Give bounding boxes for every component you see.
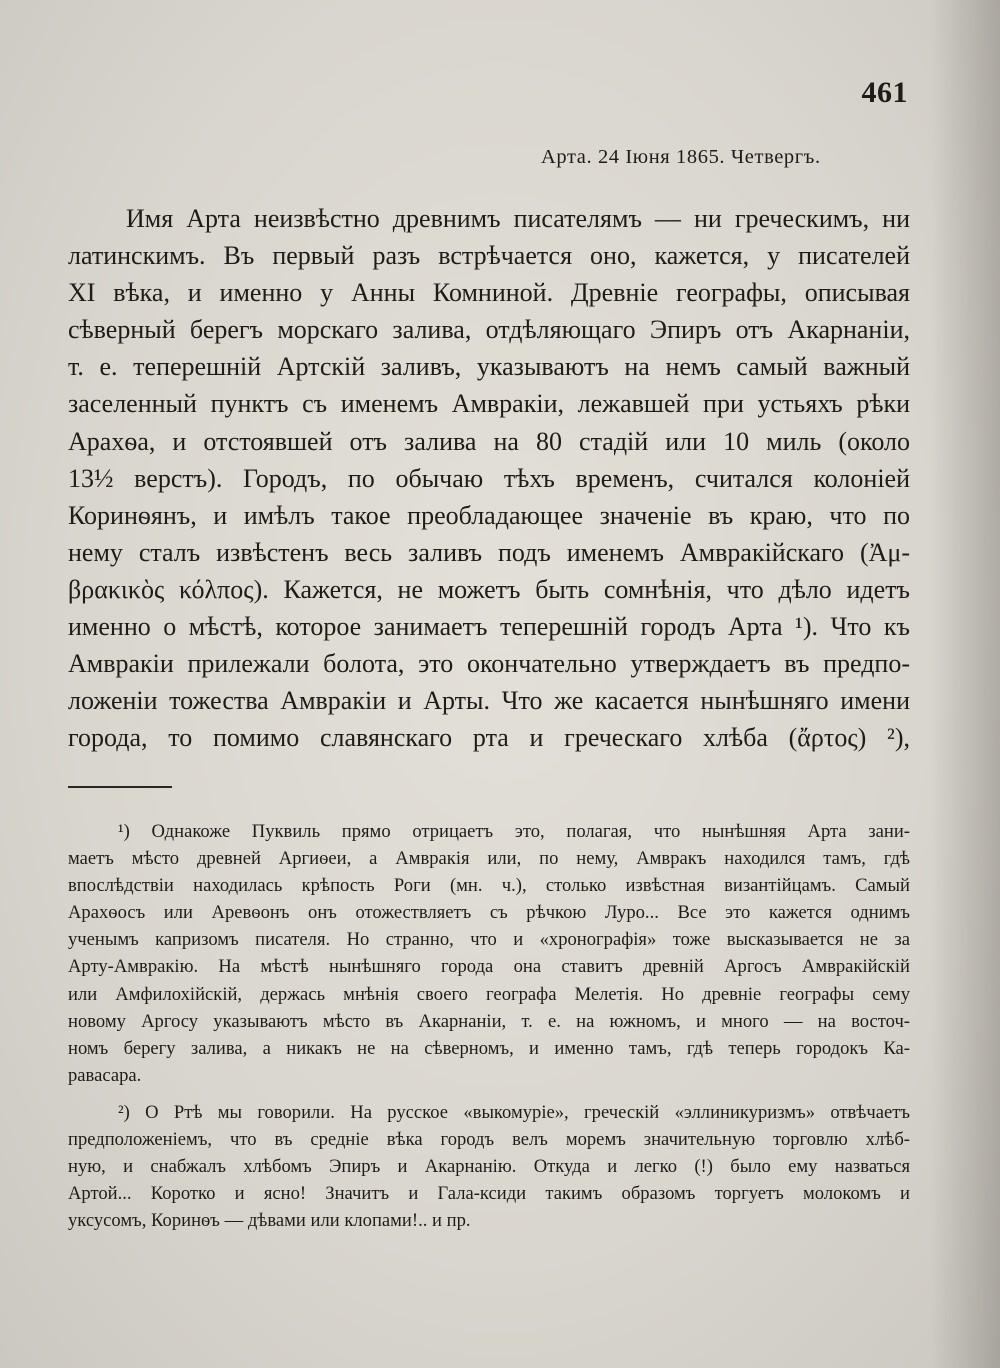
footnote-line: новому Аргосу указываютъ мѣсто въ Акарнаніи, т. е. на южномъ, и много — на восточ-	[68, 1010, 910, 1032]
footnote-line: или Амфилохійскій, держась мнѣнія своего географа Мелетія. Но древніе географы сему	[68, 983, 910, 1005]
footnote-line: ученымъ капризомъ писателя. Но странно, что и «хронографія» тоже высказывается не за	[68, 929, 910, 951]
body-line: заселенный пунктъ съ именемъ Амвракіи, лежавшей при устьяхъ рѣки	[68, 389, 910, 419]
body-line: города, то помимо славянскаго рта и греческаго хлѣба (ἄρτος) ²),	[68, 723, 910, 753]
footnote-divider	[68, 786, 172, 788]
footnotes	[68, 818, 910, 1234]
body-line: сѣверный берегъ морскаго залива, отдѣляющаго Эпиръ отъ Акарнаніи,	[68, 315, 910, 345]
footnote-line: ²) О Ртѣ мы говорили. На русское «выкомуріе», греческій «эллиникуризмъ» отвѣчаетъ	[118, 1101, 910, 1123]
body-line: ложеніи тожества Амвракіи и Арты. Что же касается нынѣшняго имени	[68, 686, 910, 716]
body-line: βρακικὸς κόλπος). Кажется, не можетъ быть сомнѣнія, что дѣло идетъ	[68, 574, 910, 604]
body-line: т. е. теперешній Артскій заливъ, указываютъ на немъ самый важный	[68, 352, 910, 382]
footnote-line: равасара.	[68, 1064, 142, 1086]
footnote-line: номъ берегу залива, а никакъ не на сѣверномъ, и именно тамъ, гдѣ теперь городокъ Ка-	[68, 1037, 910, 1059]
body-line: Коринѳянъ, и имѣлъ такое преобладающее значеніе въ краю, что по	[68, 500, 910, 530]
body-line: Имя Арта неизвѣстно древнимъ писателямъ — ни греческимъ, ни	[126, 204, 910, 233]
page-edge-shadow	[930, 0, 1000, 1368]
body-line: латинскимъ. Въ первый разъ встрѣчается оно, кажется, у писателей	[68, 241, 910, 271]
page-number: 461	[861, 76, 908, 109]
body-line: нему сталъ извѣстенъ весь заливъ подъ именемъ Амвракійскаго (Ἀμ-	[68, 537, 910, 567]
body-line: Амвракіи прилежали болота, это окончательно утверждаетъ въ предпо-	[68, 649, 910, 679]
footnote-line: ную, и снабжалъ хлѣбомъ Эпиръ и Акарнанію. Откуда и легко (!) было ему назваться	[68, 1156, 910, 1178]
footnote-line: Артой... Коротко и ясно! Значитъ и Гала-ксиди такимъ образомъ торгуетъ молокомъ и	[68, 1183, 910, 1205]
footnote-line: Арту-Амвракію. На мѣстѣ нынѣшняго города она ставитъ древній Аргосъ Амвракійскій	[68, 956, 910, 978]
footnote-line: маетъ мѣсто древней Аргиѳеи, а Амвракія или, по нему, Амвракъ находился тамъ, гдѣ	[68, 848, 910, 870]
footnote-line: уксусомъ, Коринѳъ — дѣвами или клопами!.. и пр.	[68, 1210, 471, 1232]
footnote-2	[68, 1099, 910, 1234]
main-paragraph	[68, 200, 910, 756]
body-line: XI вѣка, и именно у Анны Комниной. Древніе географы, описывая	[68, 278, 910, 308]
footnote-line: Арахѳосъ или Аревѳонъ онъ отожествляетъ съ рѣчкою Луро... Все это кажется однимъ	[68, 902, 910, 924]
footnote-line: ¹) Однакоже Пуквиль прямо отрицаетъ это, полагая, что нынѣшняя Арта зани-	[118, 821, 910, 842]
dateline: Арта. 24 Іюня 1865. Четвергъ.	[541, 146, 821, 168]
body-line: Арахѳа, и отстоявшей отъ залива на 80 стадій или 10 миль (около	[68, 426, 910, 456]
body-line: 13½ верстъ). Городъ, по обычаю тѣхъ временъ, считался колоніей	[68, 463, 910, 493]
footnote-line: впослѣдствіи находилась крѣпость Роги (мн. ч.), столько извѣстная византійцамъ. Самый	[68, 875, 910, 897]
body-line: именно о мѣстѣ, которое занимаетъ теперешній городъ Арта ¹). Что къ	[68, 612, 910, 642]
footnote-line: предположеніемъ, что въ средніе вѣка городъ велъ моремъ значительную торговлю хлѣб-	[68, 1129, 910, 1151]
footnote-1	[68, 818, 910, 1089]
